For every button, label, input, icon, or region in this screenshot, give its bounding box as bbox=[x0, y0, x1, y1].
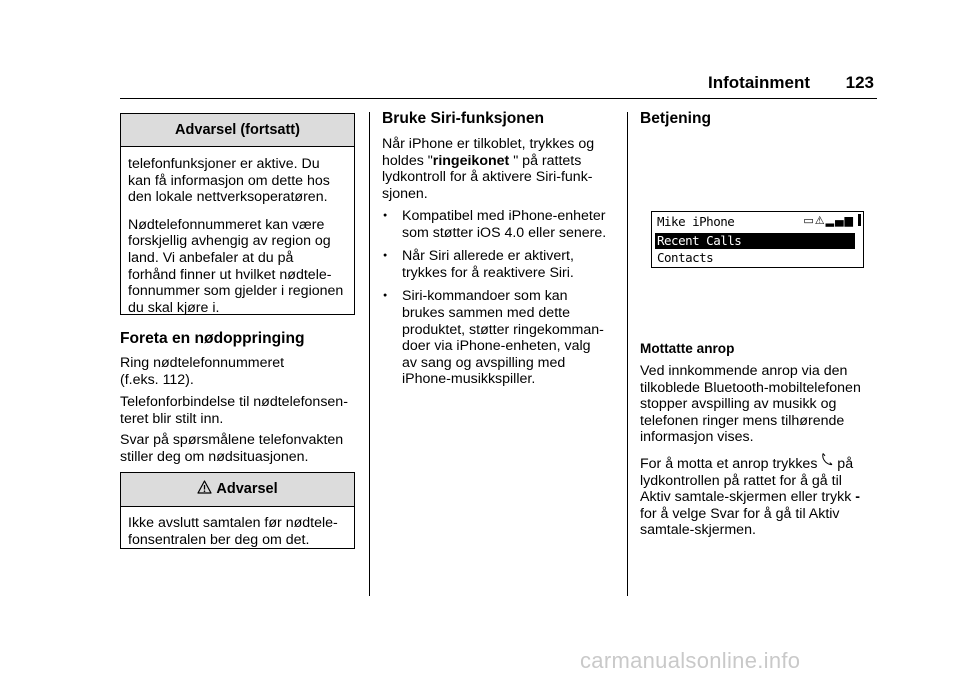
phone-handset-icon bbox=[821, 452, 833, 466]
status-icons: ▭⚠▂▄▆ bbox=[803, 214, 854, 227]
subheading-incoming-calls: Mottatte anrop bbox=[640, 341, 735, 356]
warning-box bbox=[120, 472, 355, 549]
display-row-device: Mike iPhone bbox=[657, 214, 735, 229]
warning-box-continued bbox=[120, 113, 355, 315]
display-row-recent-calls: Recent Calls bbox=[655, 233, 855, 249]
paragraph: Svar på spørsmålene telefonvakten stiller deg om nødsituasjonen. bbox=[120, 432, 344, 465]
warning-triangle-icon bbox=[197, 480, 212, 494]
list-item: ● Siri-kommandoer som kan brukes sammen med dette produktet, støtter ringekomman- doer via iPhone-enheten, valg av sang og avspilling med iPhone-musikkspiller. bbox=[383, 288, 604, 388]
warning-paragraph: telefonfunksjoner er aktive. Du kan få informasjon om dette hos den lokale nettverksoperatøren. bbox=[128, 156, 330, 206]
header-rule bbox=[120, 98, 877, 99]
running-header-title: Infotainment bbox=[708, 73, 810, 92]
column-divider-2 bbox=[627, 112, 628, 596]
column-divider-1 bbox=[369, 112, 370, 596]
warning-paragraph: Ikke avslutt samtalen før nødtele- fonsentralen ber deg om det. bbox=[128, 515, 338, 548]
warning-box-body bbox=[121, 147, 354, 324]
warning-paragraph: Nødtelefonnummeret kan være forskjellig avhengig av region og land. Vi anbefaler at du på forhånd finner ut hvilket nødtele- fonnummer som gjelder i regionen du skal kjøre i. bbox=[128, 216, 344, 316]
list-item: ● Kompatibel med iPhone-enheter som støtter iOS 4.0 eller senere. bbox=[383, 208, 607, 241]
page-number: 123 bbox=[845, 73, 874, 92]
list-item: ● Når Siri allerede er aktivert, trykkes for å reaktivere Siri. bbox=[383, 248, 574, 281]
display-row-contacts: Contacts bbox=[657, 250, 714, 265]
paragraph: For å motta et anrop trykkes på lydkontrollen på rattet for å gå til Aktiv samtale-skjermen eller trykk - for å velge Svar for å gå til Aktiv samtale-skjermen. bbox=[640, 452, 860, 539]
siri-intro-paragraph: Når iPhone er tilkoblet, trykkes og holdes "ringeikonet " på rattets lydkontroll for å aktivere Siri-funk- sjonen. bbox=[382, 136, 595, 202]
section-heading-operation: Betjening bbox=[640, 110, 712, 127]
phone-display-illustration bbox=[651, 211, 864, 268]
section-heading-siri: Bruke Siri-funksjonen bbox=[382, 110, 545, 127]
warning-box-title: Advarsel (fortsatt) bbox=[121, 114, 354, 147]
paragraph: Telefonforbindelse til nødtelefonsen- teret blir stilt inn. bbox=[120, 394, 348, 427]
paragraph: Ring nødtelefonnummeret (f.eks. 112). bbox=[120, 355, 285, 388]
warning-box-body bbox=[121, 507, 354, 556]
watermark: carmanualsonline.info bbox=[580, 648, 801, 673]
paragraph: Ved innkommende anrop via den tilkoblede Bluetooth-mobiltelefonen stopper avspilling av musikk og telefonen ringer mens tilhørende informasjon vises. bbox=[640, 363, 861, 446]
bullet-list bbox=[383, 208, 623, 388]
scrollbar-indicator bbox=[858, 214, 861, 226]
warning-box-title: Advarsel bbox=[121, 473, 354, 507]
section-heading-emergency-call: Foreta en nødoppringing bbox=[120, 330, 305, 347]
